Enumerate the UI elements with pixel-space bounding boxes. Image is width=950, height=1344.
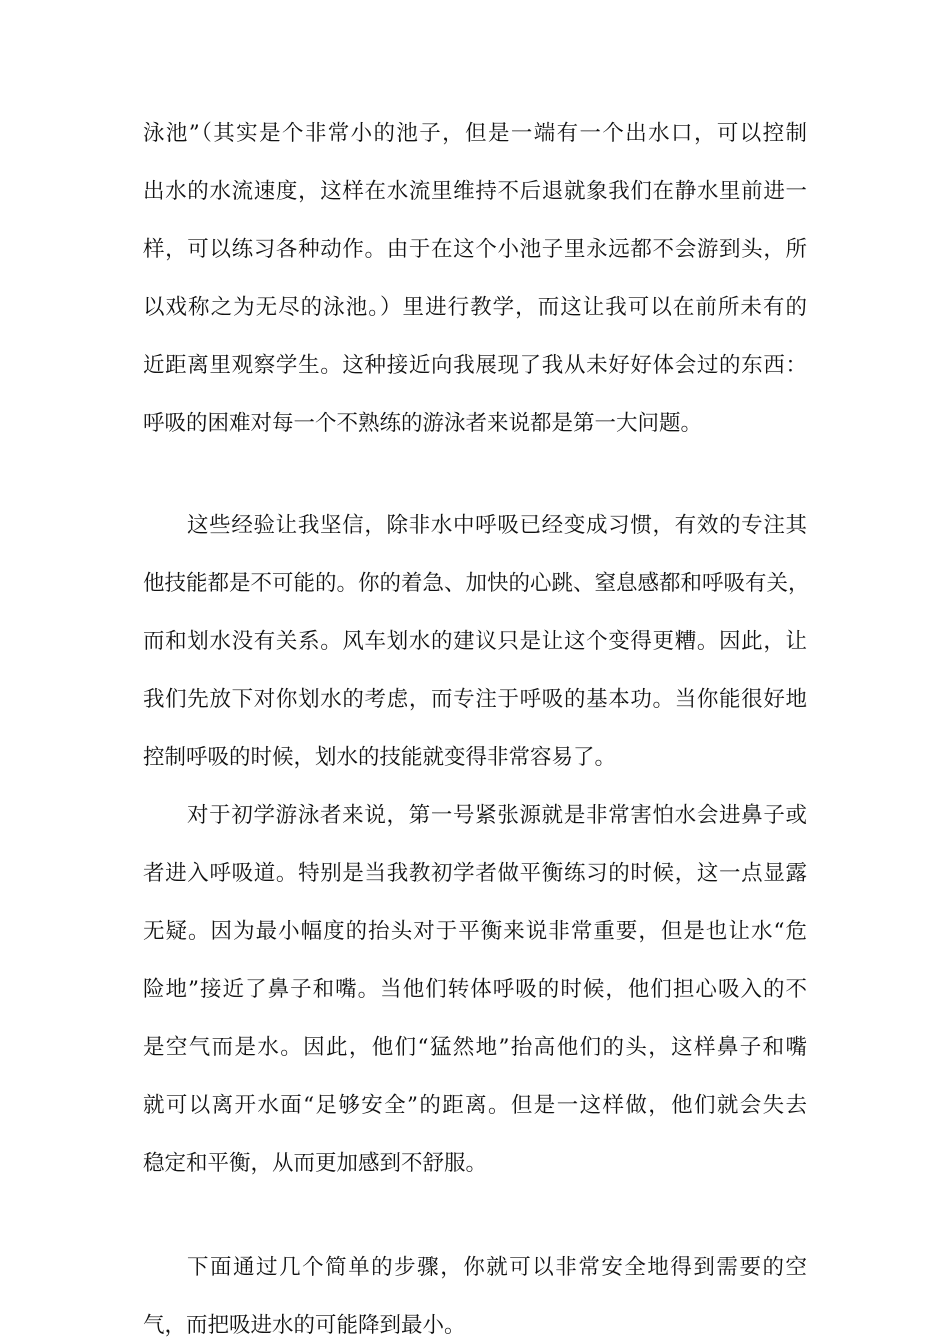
text-line: 这些经验让我坚信，除非水中呼吸已经变成习惯，有效的专注其 bbox=[187, 513, 807, 538]
text-line: 是空气而是水。因此，他们“猛然地”抬高他们的头，这样鼻子和嘴 bbox=[143, 1035, 807, 1060]
text-line: 对于初学游泳者来说，第一号紧张源就是非常害怕水会进鼻子或 bbox=[187, 803, 807, 828]
text-line: 泳池”（其实是个非常小的池子，但是一端有一个出水口，可以控制 bbox=[143, 121, 807, 146]
text-line: 就可以离开水面“足够安全”的距离。但是一这样做，他们就会失去 bbox=[143, 1093, 807, 1118]
text-line: 险地”接近了鼻子和嘴。当他们转体呼吸的时候，他们担心吸入的不 bbox=[143, 977, 807, 1002]
text-line: 而和划水没有关系。风车划水的建议只是让这个变得更糟。因此，让 bbox=[143, 629, 807, 654]
text-line: 者进入呼吸道。特别是当我教初学者做平衡练习的时候，这一点显露 bbox=[143, 861, 807, 886]
text-line: 下面通过几个简单的步骤，你就可以非常安全地得到需要的空 bbox=[187, 1255, 807, 1280]
text-line: 样，可以练习各种动作。由于在这个小池子里永远都不会游到头，所 bbox=[143, 237, 807, 262]
text-line: 稳定和平衡，从而更加感到不舒服。 bbox=[143, 1151, 488, 1176]
text-line: 无疑。因为最小幅度的抬头对于平衡来说非常重要，但是也让水“危 bbox=[143, 919, 807, 944]
text-line: 气，而把吸进水的可能降到最小。 bbox=[143, 1313, 466, 1338]
text-line: 控制呼吸的时候，划水的技能就变得非常容易了。 bbox=[143, 745, 617, 770]
text-line: 近距离里观察学生。这种接近向我展现了我从未好好体会过的东西： bbox=[143, 353, 807, 378]
text-line: 他技能都是不可能的。你的着急、加快的心跳、窒息感都和呼吸有关， bbox=[143, 571, 810, 596]
text-line: 以戏称之为无尽的泳池。）里进行教学，而这让我可以在前所未有的 bbox=[143, 295, 807, 320]
text-line: 我们先放下对你划水的考虑，而专注于呼吸的基本功。当你能很好地 bbox=[143, 687, 807, 712]
text-line: 出水的水流速度，这样在水流里维持不后退就象我们在静水里前进一 bbox=[143, 179, 807, 204]
text-line: 呼吸的困难对每一个不熟练的游泳者来说都是第一大问题。 bbox=[143, 411, 703, 436]
